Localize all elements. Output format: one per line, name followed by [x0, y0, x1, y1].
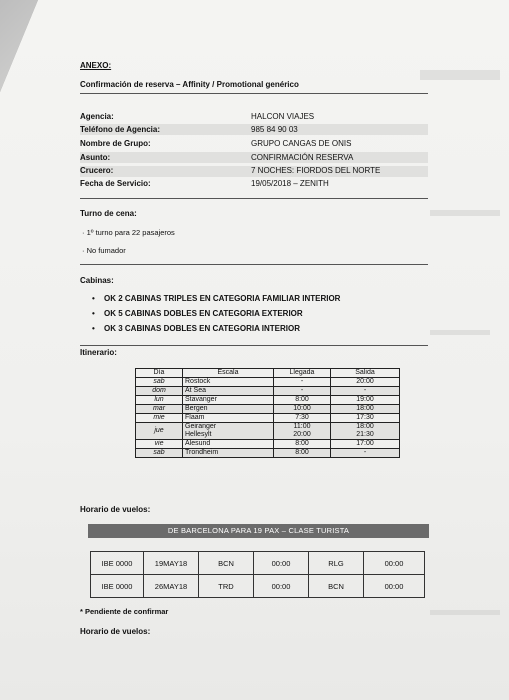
table-row	[136, 449, 400, 458]
table-row	[136, 414, 400, 423]
dinner-line: · 1º turno para 22 pasajeros	[82, 228, 175, 237]
column-header-arrival: Llegada	[274, 369, 331, 378]
cell-port	[183, 423, 274, 440]
cell-arrival: 8:00	[274, 396, 331, 405]
cell-port-line: Hellesylt	[185, 431, 212, 438]
cell-origin: BCN	[199, 552, 254, 575]
divider	[80, 264, 428, 265]
cell-departure-line: 21:30	[356, 431, 374, 438]
cell-flight-number: IBE 0000	[91, 552, 144, 575]
bullet: •	[92, 324, 95, 333]
cell-port: Stavanger	[183, 396, 274, 405]
dinner-heading: Turno de cena:	[80, 209, 137, 218]
itinerary-heading: Itinerario:	[80, 348, 117, 357]
cell-day: vie	[136, 440, 183, 449]
field-value-agency-phone: 985 84 90 03	[251, 125, 298, 134]
cell-port: At Sea	[183, 387, 274, 396]
cell-day: dom	[136, 387, 183, 396]
flights-table	[90, 551, 425, 598]
cell-departure: -	[331, 387, 400, 396]
cell-departure: 20:00	[331, 378, 400, 387]
cell-arrival: 7:30	[274, 414, 331, 423]
bleed-through-mark	[430, 330, 490, 335]
cabin-item: OK 5 CABINAS DOBLES EN CATEGORIA EXTERIOR	[104, 309, 303, 318]
cell-arrival: 8:00	[274, 440, 331, 449]
cabin-item: OK 3 CABINAS DOBLES EN CATEGORIA INTERIOR	[104, 324, 301, 333]
pending-note: * Pendiente de confirmar	[80, 607, 169, 616]
bleed-through-mark	[420, 70, 500, 80]
field-label-subject: Asunto:	[80, 153, 111, 162]
cell-arrival-time: 00:00	[364, 552, 425, 575]
column-header-departure: Salida	[331, 369, 400, 378]
document-title: Confirmación de reserva – Affinity / Promotional genérico	[80, 80, 299, 89]
cell-arrival-time: 00:00	[364, 575, 425, 598]
cell-departure-time: 00:00	[254, 552, 309, 575]
cell-day: lun	[136, 396, 183, 405]
field-label-cruise: Crucero:	[80, 166, 114, 175]
bleed-through-mark	[430, 610, 500, 615]
cabin-item: OK 2 CABINAS TRIPLES EN CATEGORIA FAMILIAR INTERIOR	[104, 294, 341, 303]
cell-arrival	[274, 423, 331, 440]
cell-arrival-line: 20:00	[293, 431, 311, 438]
cell-flight-date: 26MAY18	[144, 575, 199, 598]
dinner-line: · No fumador	[82, 246, 126, 255]
field-value-group-name: GRUPO CANGAS DE ONIS	[251, 139, 352, 148]
cell-day: sab	[136, 449, 183, 458]
cell-departure: 17:00	[331, 440, 400, 449]
column-header-day: Día	[136, 369, 183, 378]
cell-origin: TRD	[199, 575, 254, 598]
flights-heading: Horario de vuelos:	[80, 505, 151, 514]
field-value-service-date: 19/05/2018 – ZENITH	[251, 179, 329, 188]
flights-heading-2: Horario de vuelos:	[80, 627, 151, 636]
table-row	[136, 423, 400, 440]
cell-departure: -	[331, 449, 400, 458]
cell-arrival: -	[274, 378, 331, 387]
field-value-cruise: 7 NOCHES: FIORDOS DEL NORTE	[251, 166, 381, 175]
table-row	[136, 405, 400, 414]
cell-day: mie	[136, 414, 183, 423]
cell-day: sab	[136, 378, 183, 387]
field-label-agency: Agencia:	[80, 112, 114, 121]
cell-departure: 17:30	[331, 414, 400, 423]
cell-departure: 19:00	[331, 396, 400, 405]
cell-flight-date: 19MAY18	[144, 552, 199, 575]
cell-departure: 18:00	[331, 405, 400, 414]
bullet: •	[92, 309, 95, 318]
cell-departure	[331, 423, 400, 440]
cell-arrival: -	[274, 387, 331, 396]
table-row	[136, 378, 400, 387]
cell-port: Bergen	[183, 405, 274, 414]
cell-arrival: 8:00	[274, 449, 331, 458]
field-label-agency-phone: Teléfono de Agencia:	[80, 125, 161, 134]
flight-row	[91, 552, 425, 575]
cell-destination: RLG	[309, 552, 364, 575]
field-value-subject: CONFIRMACIÓN RESERVA	[251, 153, 354, 162]
cell-day: mar	[136, 405, 183, 414]
field-value-agency: HALCON VIAJES	[251, 112, 315, 121]
table-row	[136, 387, 400, 396]
cell-departure-line: 18:00	[356, 423, 374, 430]
field-label-group-name: Nombre de Grupo:	[80, 139, 151, 148]
bleed-through-mark	[430, 210, 500, 216]
cabins-heading: Cabinas:	[80, 276, 114, 285]
divider	[80, 345, 428, 346]
cell-arrival-line: 11:00	[293, 423, 311, 430]
divider	[80, 93, 428, 94]
cell-departure-time: 00:00	[254, 575, 309, 598]
cell-port: Alesund	[183, 440, 274, 449]
cell-port: Flaam	[183, 414, 274, 423]
flight-row	[91, 575, 425, 598]
cell-day: jue	[136, 423, 183, 440]
cell-destination: BCN	[309, 575, 364, 598]
divider	[80, 198, 428, 199]
cell-port: Trondheim	[183, 449, 274, 458]
cell-arrival: 10:00	[274, 405, 331, 414]
itinerary-header-row	[136, 369, 400, 378]
annex-label: ANEXO:	[80, 61, 112, 70]
cell-port-line: Geiranger	[185, 423, 217, 430]
column-header-port: Escala	[183, 369, 274, 378]
bullet: •	[92, 294, 95, 303]
cell-flight-number: IBE 0000	[91, 575, 144, 598]
cell-port: Rostock	[183, 378, 274, 387]
field-label-service-date: Fecha de Servicio:	[80, 179, 151, 188]
table-row	[136, 396, 400, 405]
itinerary-table	[135, 368, 400, 458]
table-row	[136, 440, 400, 449]
flight-banner: DE BARCELONA PARA 19 PAX – CLASE TURISTA	[88, 524, 429, 538]
